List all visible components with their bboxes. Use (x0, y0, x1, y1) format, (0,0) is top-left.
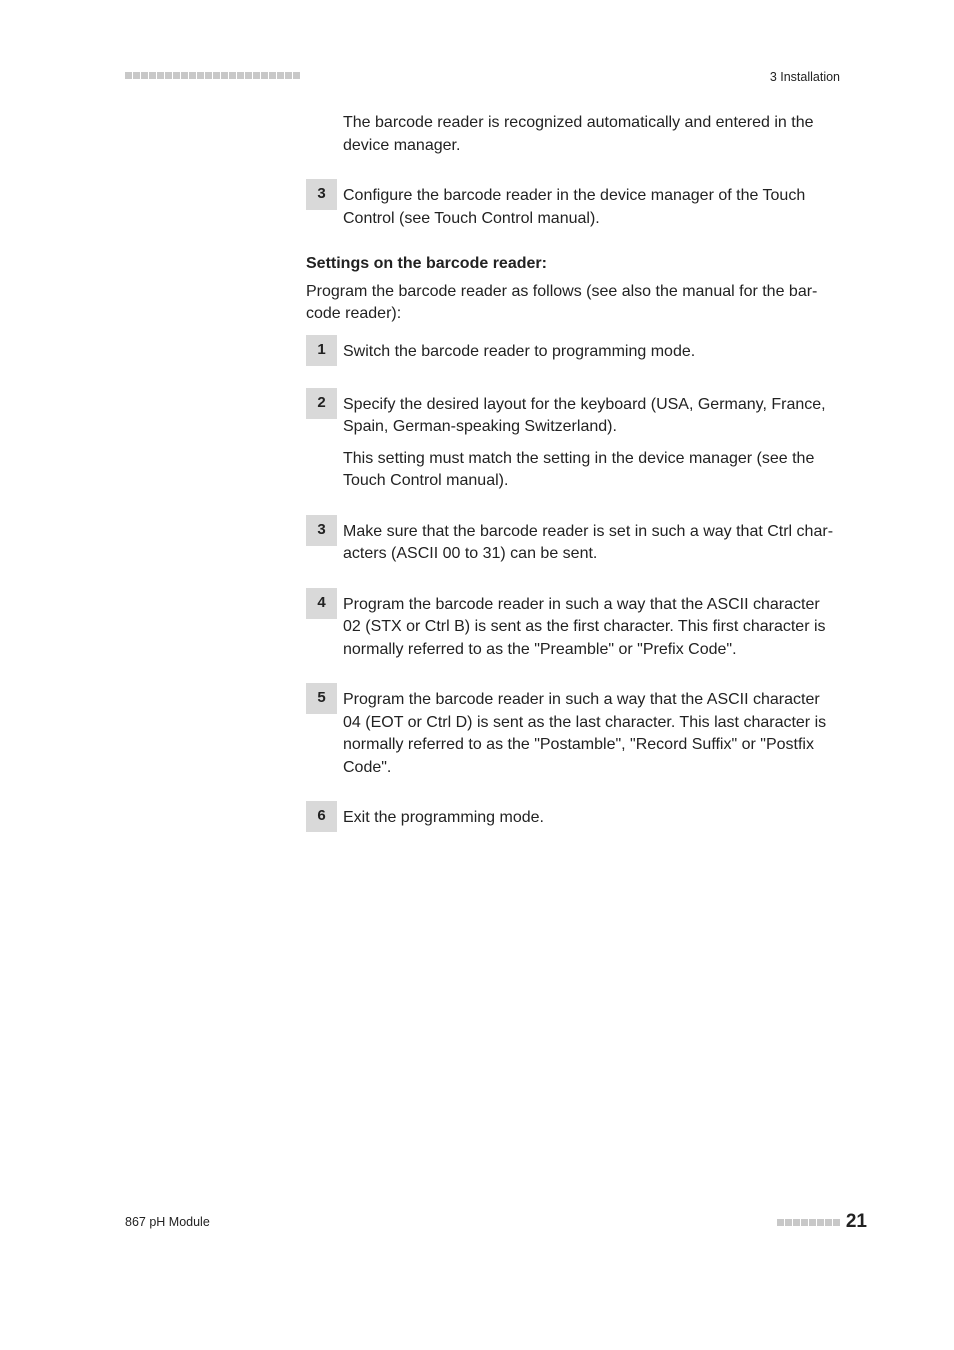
step-5 (306, 689, 840, 779)
step-number: 5 (306, 683, 337, 714)
step-2 (306, 394, 840, 493)
step-text: Configure the barcode reader in the device manager of the Touch Control (see Touch Control manual). (343, 187, 806, 227)
step-number: 6 (306, 801, 337, 832)
step-number: 1 (306, 335, 337, 366)
section-intro: Program the barcode reader as follows (see also the manual for the barcode reader): (306, 282, 818, 322)
footer-decoration (777, 1219, 840, 1226)
section-heading: Settings on the barcode reader: (306, 255, 547, 272)
step-1 (306, 341, 840, 366)
chapter-title: 3 Installation (769, 70, 840, 84)
step-number: 4 (306, 588, 337, 619)
step-text: Specify the desired layout for the keyboard (USA, Germany, France, Spain, German-speaking Switzerland). (343, 395, 826, 435)
header-decoration (125, 72, 300, 79)
product-name: 867 pH Module (125, 1215, 210, 1229)
step-3 (306, 521, 840, 566)
step-6 (306, 807, 840, 832)
step-text: Program the barcode reader in such a way that the ASCII character 04 (EOT or Ctrl D) is sent as the last character. This last character is normally referred to as the "Postamble", "Record Suffix" or "Postfix Code". (343, 691, 827, 776)
step-text: Exit the programming mode. (343, 809, 544, 826)
step-text: Switch the barcode reader to programming mode. (343, 342, 696, 360)
step-text: Program the barcode reader in such a way that the ASCII character 02 (STX or Ctrl B) is sent as the first character. This first character is normally referred to as the "Preamble" or "Prefix Code". (343, 595, 826, 658)
page-number-block (777, 1211, 867, 1233)
intro-paragraph: The barcode reader is recognized automatically and entered in the device manager. (343, 114, 814, 154)
step-body (343, 394, 840, 493)
step-number: 3 (306, 179, 337, 210)
step-note: This setting must match the setting in the device manager (see the Touch Control manual). (343, 449, 815, 489)
step-number: 2 (306, 388, 337, 419)
step-text: Make sure that the barcode reader is set in such a way that Ctrl characters (ASCII 00 to 31) can be sent. (343, 522, 834, 562)
step-number: 3 (306, 515, 337, 546)
step-4 (306, 594, 840, 662)
step-configure (306, 185, 840, 230)
page-number: 21 (845, 1211, 867, 1232)
page-content (306, 112, 840, 832)
